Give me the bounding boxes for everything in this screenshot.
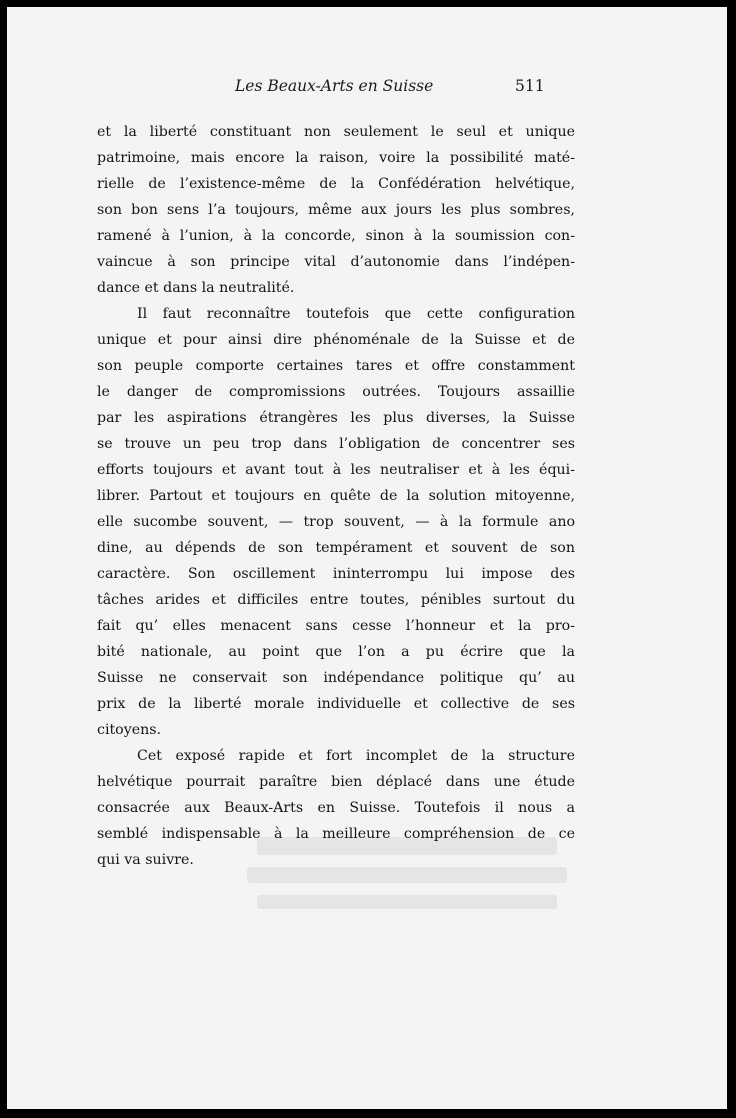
page-number: 511	[515, 77, 545, 95]
running-title: Les Beaux-Arts en Suisse	[235, 77, 434, 95]
text-line: unique et pour ainsi dire phénoménale de la Suisse et de	[97, 332, 575, 348]
text-line: par les aspirations étrangères les plus diverses, la Suisse	[97, 410, 575, 426]
text-line: tâches arides et difficiles entre toutes, pénibles surtout du	[97, 592, 575, 608]
book-page	[7, 7, 727, 1109]
text-line: qui va suivre.	[97, 852, 194, 868]
text-line: elle sucombe souvent, — trop souvent, — à la formule ano	[97, 514, 575, 530]
paragraph	[97, 301, 575, 743]
text-line: Suisse ne conservait son indépendance politique qu’ au	[97, 670, 575, 686]
text-line: librer. Partout et toujours en quête de la solution mitoyenne,	[97, 488, 575, 504]
paragraph	[97, 119, 575, 301]
text-line: dine, au dépends de son tempérament et souvent de son	[97, 540, 575, 556]
text-line: prix de la liberté morale individuelle et collective de ses	[97, 696, 575, 712]
paragraph	[97, 743, 575, 873]
text-line: et la liberté constituant non seulement le seul et unique	[97, 124, 575, 140]
text-line: semblé indispensable à la meilleure compréhension de ce	[97, 826, 575, 842]
text-line: consacrée aux Beaux-Arts en Suisse. Toutefois il nous a	[97, 800, 575, 816]
text-line: fait qu’ elles menacent sans cesse l’honneur et la pro-	[97, 618, 575, 634]
text-line: vaincue à son principe vital d’autonomie dans l’indépen-	[97, 254, 575, 270]
page-header	[7, 77, 727, 101]
text-line: citoyens.	[97, 722, 162, 738]
body-text	[97, 119, 575, 873]
text-line: helvétique pourrait paraître bien déplacé dans une étude	[97, 774, 575, 790]
text-line: ramené à l’union, à la concorde, sinon à la soumission con-	[97, 228, 575, 244]
text-line: bité nationale, au point que l’on a pu écrire que la	[97, 644, 575, 660]
text-line: patrimoine, mais encore la raison, voire la possibilité maté-	[97, 150, 575, 166]
text-line: dance et dans la neutralité.	[97, 280, 295, 296]
text-line: le danger de compromissions outrées. Toujours assaillie	[97, 384, 575, 400]
text-line: son bon sens l’a toujours, même aux jours les plus sombres,	[97, 202, 575, 218]
text-line: se trouve un peu trop dans l’obligation de concentrer ses	[97, 436, 575, 452]
bleed-through-mark	[257, 895, 557, 909]
text-line: caractère. Son oscillement ininterrompu lui impose des	[97, 566, 575, 582]
text-line: son peuple comporte certaines tares et offre constamment	[97, 358, 575, 374]
text-line: rielle de l’existence-même de la Confédération helvétique,	[97, 176, 575, 192]
text-line: Il faut reconnaître toutefois que cette configuration	[137, 306, 575, 322]
text-line: Cet exposé rapide et fort incomplet de la structure	[137, 748, 575, 764]
text-line: efforts toujours et avant tout à les neutraliser et à les équi-	[97, 462, 575, 478]
